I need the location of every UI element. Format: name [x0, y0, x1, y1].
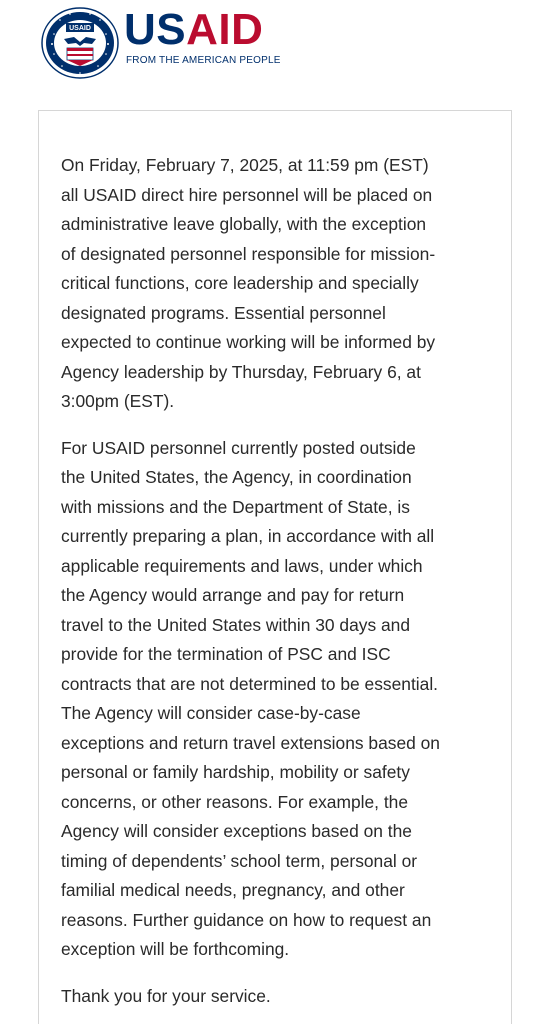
text-line: with missions and the Department of State, is	[61, 496, 410, 517]
wordmark-aid: AID	[186, 5, 264, 54]
text-line: provide for the termination of PSC and ISC	[61, 644, 391, 664]
text-line: critical functions, core leadership and specially	[61, 273, 419, 293]
text-line: personal or family hardship, mobility or safety	[61, 762, 410, 782]
text-line: On Friday, February 7, 2025, at 11:59 pm (EST)	[61, 155, 429, 175]
text-line: reasons. Further guidance on how to request an	[61, 909, 432, 930]
text-line: exception will be forthcoming.	[61, 939, 290, 959]
text-line: The Agency will consider case-by-case	[61, 703, 361, 723]
text-line: expected to continue working will be informed by	[61, 332, 436, 352]
text-line: of designated personnel responsible for mission-	[61, 243, 436, 264]
message-body	[61, 151, 493, 1011]
text-line: timing of dependents’ school term, personal or	[61, 850, 418, 871]
email-header	[0, 0, 551, 96]
text-line: applicable requirements and laws, under which	[61, 555, 423, 576]
text-line: Agency will consider exceptions based on the	[61, 821, 412, 841]
usaid-wordmark	[124, 6, 263, 54]
paragraph-2	[61, 434, 493, 965]
paragraph-1	[61, 151, 493, 417]
wordmark-us: US	[124, 5, 187, 54]
text-line: exceptions and return travel extensions based on	[61, 732, 440, 753]
usaid-seal-logo	[40, 6, 120, 80]
text-line: designated programs. Essential personnel	[61, 302, 386, 323]
tagline: FROM THE AMERICAN PEOPLE	[126, 55, 281, 66]
text-line: currently preparing a plan, in accordance with all	[61, 526, 435, 546]
text-line: contracts that are not determined to be essential.	[61, 673, 439, 694]
svg-text:USAID: USAID	[69, 25, 91, 32]
text-line: all USAID direct hire personnel will be placed on	[61, 184, 433, 205]
text-line: the Agency would arrange and pay for return	[61, 585, 405, 605]
text-line: 3:00pm (EST).	[61, 391, 175, 411]
text-line: For USAID personnel currently posted outside	[61, 437, 416, 458]
closing-line: Thank you for your service.	[61, 985, 271, 1006]
text-line: travel to the United States within 30 days and	[61, 614, 410, 635]
text-line: concerns, or other reasons. For example, the	[61, 791, 409, 812]
text-line: the United States, the Agency, in coordination	[61, 467, 412, 487]
text-line: administrative leave globally, with the exception	[61, 214, 427, 234]
text-line: Agency leadership by Thursday, February 6, at	[61, 361, 421, 382]
text-line: familial medical needs, pregnancy, and other	[61, 880, 405, 900]
